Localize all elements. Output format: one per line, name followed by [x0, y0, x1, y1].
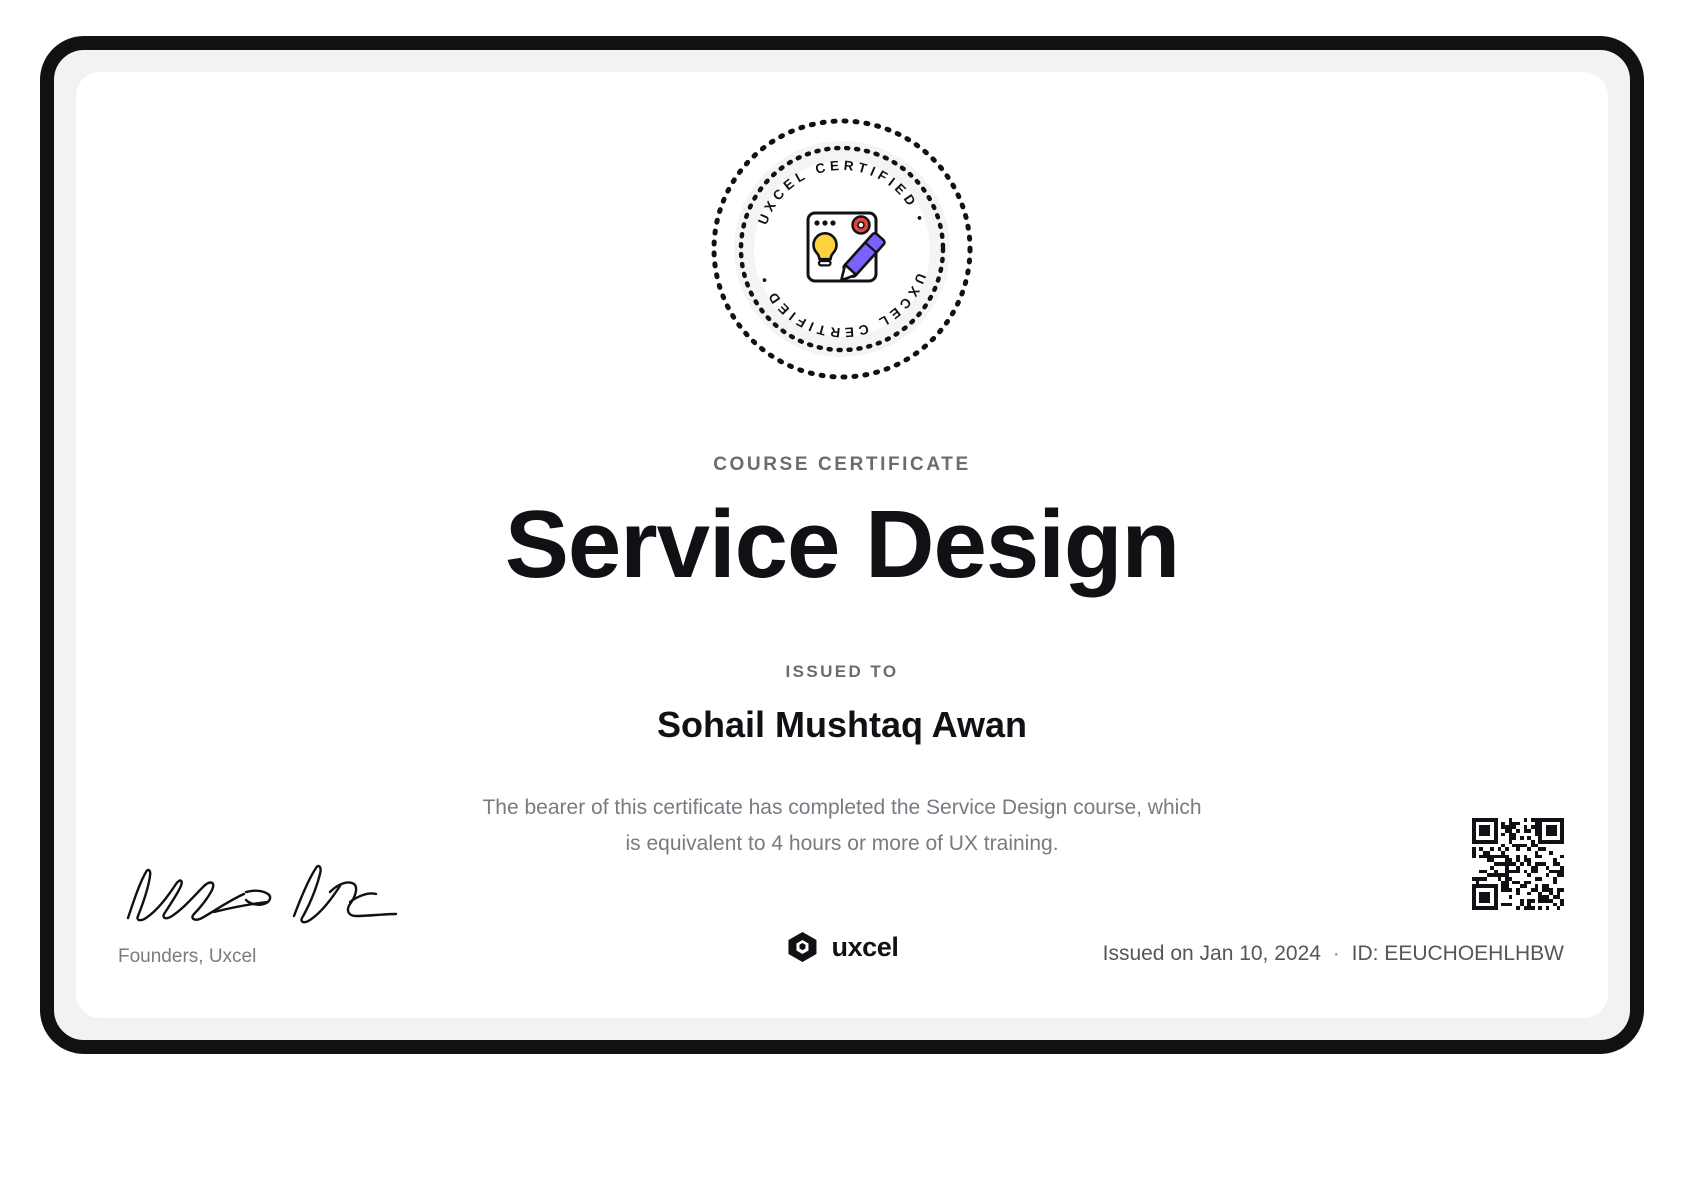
- uxcel-certified-seal-icon: [707, 114, 977, 384]
- course-certificate-kicker: COURSE CERTIFICATE: [713, 454, 971, 475]
- handwritten-signature-icon: [118, 856, 418, 936]
- description-line-1: The bearer of this certificate has completed the Service Design course, which: [482, 796, 1202, 819]
- recipient-name: Sohail Mushtaq Awan: [656, 704, 1028, 745]
- design-board-lightbulb-pencil-icon: [808, 213, 886, 285]
- issue-separator: ·: [1332, 942, 1340, 965]
- certificate-body: [76, 72, 1608, 1018]
- certificate-frame: [40, 36, 1644, 1054]
- course-title: Service Design: [504, 491, 1180, 598]
- signature-block: [118, 856, 448, 968]
- qr-code-image: [1472, 818, 1564, 910]
- issue-info: [1103, 942, 1564, 966]
- svg-text:UXCEL CERTIFIED •: UXCEL CERTIFIED •: [755, 271, 929, 341]
- qr-code[interactable]: [1472, 818, 1564, 910]
- svg-text:UXCEL CERTIFIED •: UXCEL CERTIFIED •: [755, 157, 929, 227]
- signature-caption: Founders, Uxcel: [118, 946, 257, 967]
- description-line-2: is equivalent to 4 hours or more of UX training.: [625, 831, 1059, 855]
- issued-to-label: ISSUED TO: [785, 662, 899, 681]
- certificate-id: ID: EEUCHOEHLHBW: [1351, 942, 1564, 965]
- brand-logo: [785, 930, 898, 964]
- brand-name: uxcel: [831, 931, 899, 962]
- certification-seal: [707, 114, 977, 384]
- uxcel-cube-logo-icon: [785, 930, 819, 964]
- certificate-description: [392, 790, 1292, 861]
- issued-on-date: Issued on Jan 10, 2024: [1102, 942, 1321, 965]
